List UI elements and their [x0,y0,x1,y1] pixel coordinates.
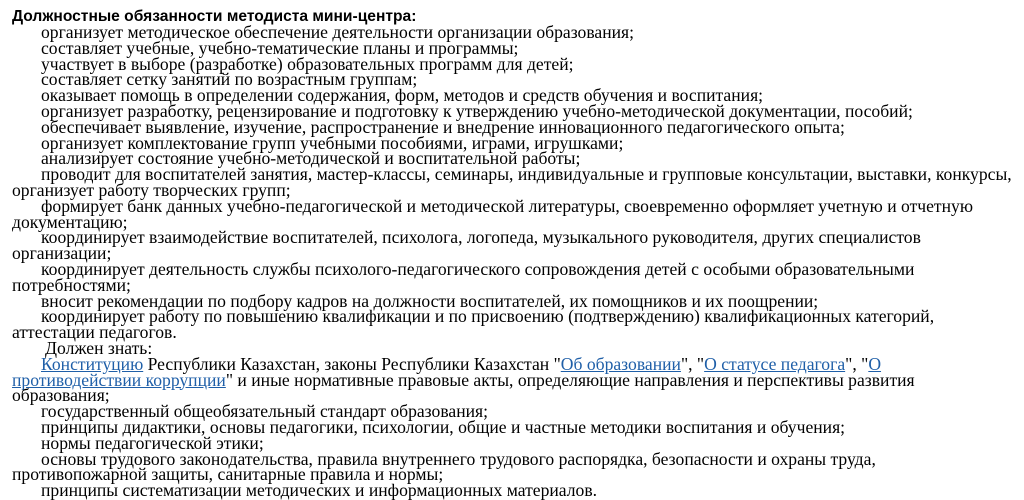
duty-item: участвует в выборе (разработке) образовательных программ для детей; [41,53,574,74]
knowledge-item: нормы педагогической этики; [41,432,264,453]
section-heading: Должностные обязанности методиста мини-центра: [12,8,417,25]
duty-item: составляет учебные, учебно-тематические планы и программы; [41,37,519,58]
education-law-link[interactable]: Об образовании [560,353,681,374]
laws-text: ", " [680,353,705,374]
duty-item: организует комплектование групп учебными пособиями, играми, игрушками; [41,132,624,153]
duty-item: организует разработку, рецензирование и подготовку к утверждению учебно-методической документации, пособий; [41,100,913,121]
duty-item: координирует работу по повышению квалификации и по присвоению (подтверждению) квалификационных категорий, аттестации педагогов. [12,306,935,343]
duty-item: организует методическое обеспечение деятельности организации образования; [41,22,635,42]
duty-item: координирует взаимодействие воспитателей, психолога, логопеда, музыкального руководителя, других специалистов организации; [12,227,921,264]
teacher-status-law-link[interactable]: О статусе педагога [704,353,846,374]
job-description-document [12,9,1012,499]
duty-item: проводит для воспитателей занятия, мастер-классы, семинары, индивидуальные и групповые консультации, выставки, конкурсы, организует работу творческих групп; [12,164,1012,200]
duty-item: координирует деятельность службы психолого-педагогического сопровождения детей с особыми образовательными потребностями; [12,258,915,295]
duty-item: составляет сетку занятий по возрастным группам; [41,69,418,90]
knowledge-item: принципы дидактики, основы педагогики, психологии, общие и частные методики воспитания и обучения; [41,416,846,437]
laws-text: ", " [845,353,869,374]
duty-item: обеспечивает выявление, изучение, распространение и внедрение инновационного педагогического опыта; [41,116,845,137]
duty-item: оказывает помощь в определении содержания, форм, методов и средств обучения и воспитания; [41,85,764,106]
anticorruption-law-link[interactable]: О противодействии коррупции [12,353,882,390]
laws-text: Республики Казахстан, законы Республики Казахстан " [143,353,561,374]
knowledge-item: основы трудового законодательства, правила внутреннего трудового распорядка, безопасности и охраны труда, противопожарной защиты, санитарные правила и нормы; [12,448,876,485]
duty-item: формирует банк данных учебно-педагогической и методической литературы, своевременно оформляет учетную и отчетную документацию; [12,195,973,232]
duty-item: вносит рекомендации по подбору кадров на должности воспитателей, их помощников и их поощрении; [41,290,819,311]
duty-item: анализирует состояние учебно-методической и воспитательной работы; [41,148,581,169]
must-know-heading: Должен знать: [45,337,153,358]
laws-text: " и иные нормативные правовые акты, определяющие направления и перспективы развития образования; [12,369,915,406]
knowledge-item: государственный общеобязательный стандарт образования; [41,401,489,422]
laws-paragraph [12,353,1012,406]
constitution-link[interactable]: Конституцию [41,353,144,374]
knowledge-item: принципы систематизации методических и информационных материалов. [41,480,598,500]
